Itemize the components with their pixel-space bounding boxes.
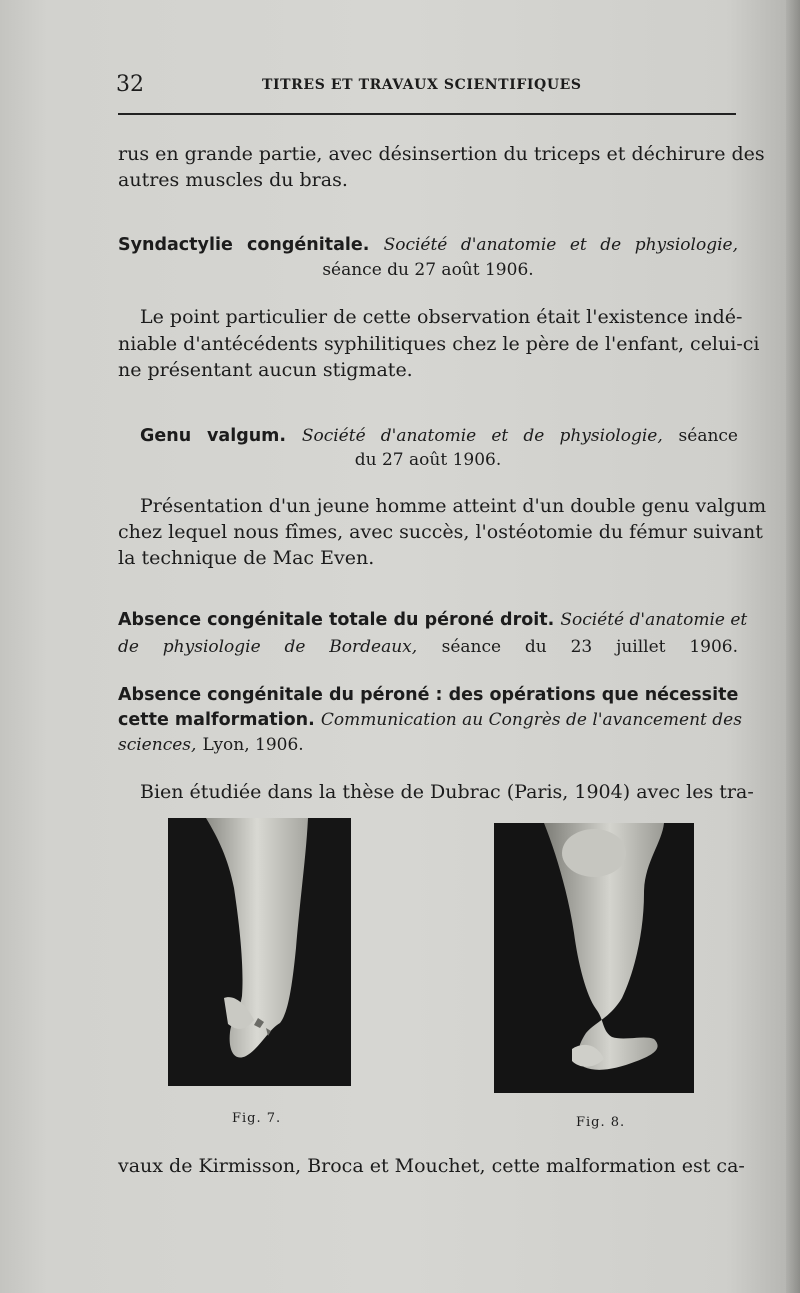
text-line: Bien étudiée dans la thèse de Dubrac (Paris, 1904) avec les tra-: [140, 781, 754, 803]
section-date: du 27 août 1906.: [354, 450, 502, 470]
section-title: Genu valgum.: [140, 426, 287, 446]
text-line: la technique de Mac Even.: [118, 547, 375, 569]
section-venue: sciences,: [118, 735, 197, 755]
text-line: niable d'antécédents syphilitiques chez le père de l'enfant, celui-ci: [118, 333, 760, 355]
text-line: Le point particulier de cette observation était l'existence indé-: [140, 306, 743, 328]
page-edge: [786, 0, 800, 1293]
section-heading-perone-droit: [118, 606, 748, 633]
header-rule: [118, 113, 736, 115]
section-venue: Société d'anatomie et de physiologie,: [383, 235, 738, 255]
section-heading-genu-valgum: [140, 422, 738, 449]
text-line: autres muscles du bras.: [118, 169, 348, 191]
section-venue: de physiologie de Bordeaux,: [118, 637, 418, 657]
leg-photo-figure-7: [168, 818, 351, 1086]
page-number: 32: [116, 72, 144, 97]
section-place: Lyon, 1906.: [202, 735, 304, 755]
section-venue-line: [118, 731, 738, 758]
section-title: Syndactylie congénitale.: [118, 235, 370, 255]
text-line: vaux de Kirmisson, Broca et Mouchet, cette malformation est ca-: [118, 1155, 745, 1177]
figure-7-photo: [168, 818, 351, 1086]
section-heading-syndactylie: [118, 231, 738, 258]
section-title: Absence congénitale totale du péroné droit.: [118, 610, 555, 630]
text-line: chez lequel nous fîmes, avec succès, l'ostéotomie du fémur suivant: [118, 521, 763, 543]
section-venue: Communication au Congrès de l'avancement des: [320, 710, 742, 730]
section-venue: Société d'anatomie et: [560, 610, 748, 630]
section-heading-perone: [118, 681, 738, 708]
section-title: Absence congénitale du péroné : des opérations que nécessite: [118, 685, 739, 705]
section-venue-line: [118, 633, 738, 660]
figure-8-caption: Fig. 8.: [576, 1115, 626, 1130]
text-line: Présentation d'un jeune homme atteint d'un double genu valgum: [140, 495, 767, 517]
leg-photo-figure-8: [494, 823, 694, 1093]
section-date: séance du 23 juillet 1906.: [441, 637, 738, 657]
section-heading-perone-cont: [118, 706, 742, 733]
section-title: cette malformation.: [118, 710, 315, 730]
section-venue: Société d'anatomie et de physiologie,: [301, 426, 663, 446]
figure-8-photo: [494, 823, 694, 1093]
figure-7-caption: Fig. 7.: [232, 1111, 282, 1126]
section-date: séance du 27 août 1906.: [322, 260, 534, 280]
text-line: ne présentant aucun stigmate.: [118, 359, 413, 381]
section-seance: séance: [678, 426, 738, 446]
text-line: rus en grande partie, avec désinsertion du triceps et déchirure des: [118, 143, 765, 165]
running-title: TITRES ET TRAVAUX SCIENTIFIQUES: [262, 77, 582, 93]
